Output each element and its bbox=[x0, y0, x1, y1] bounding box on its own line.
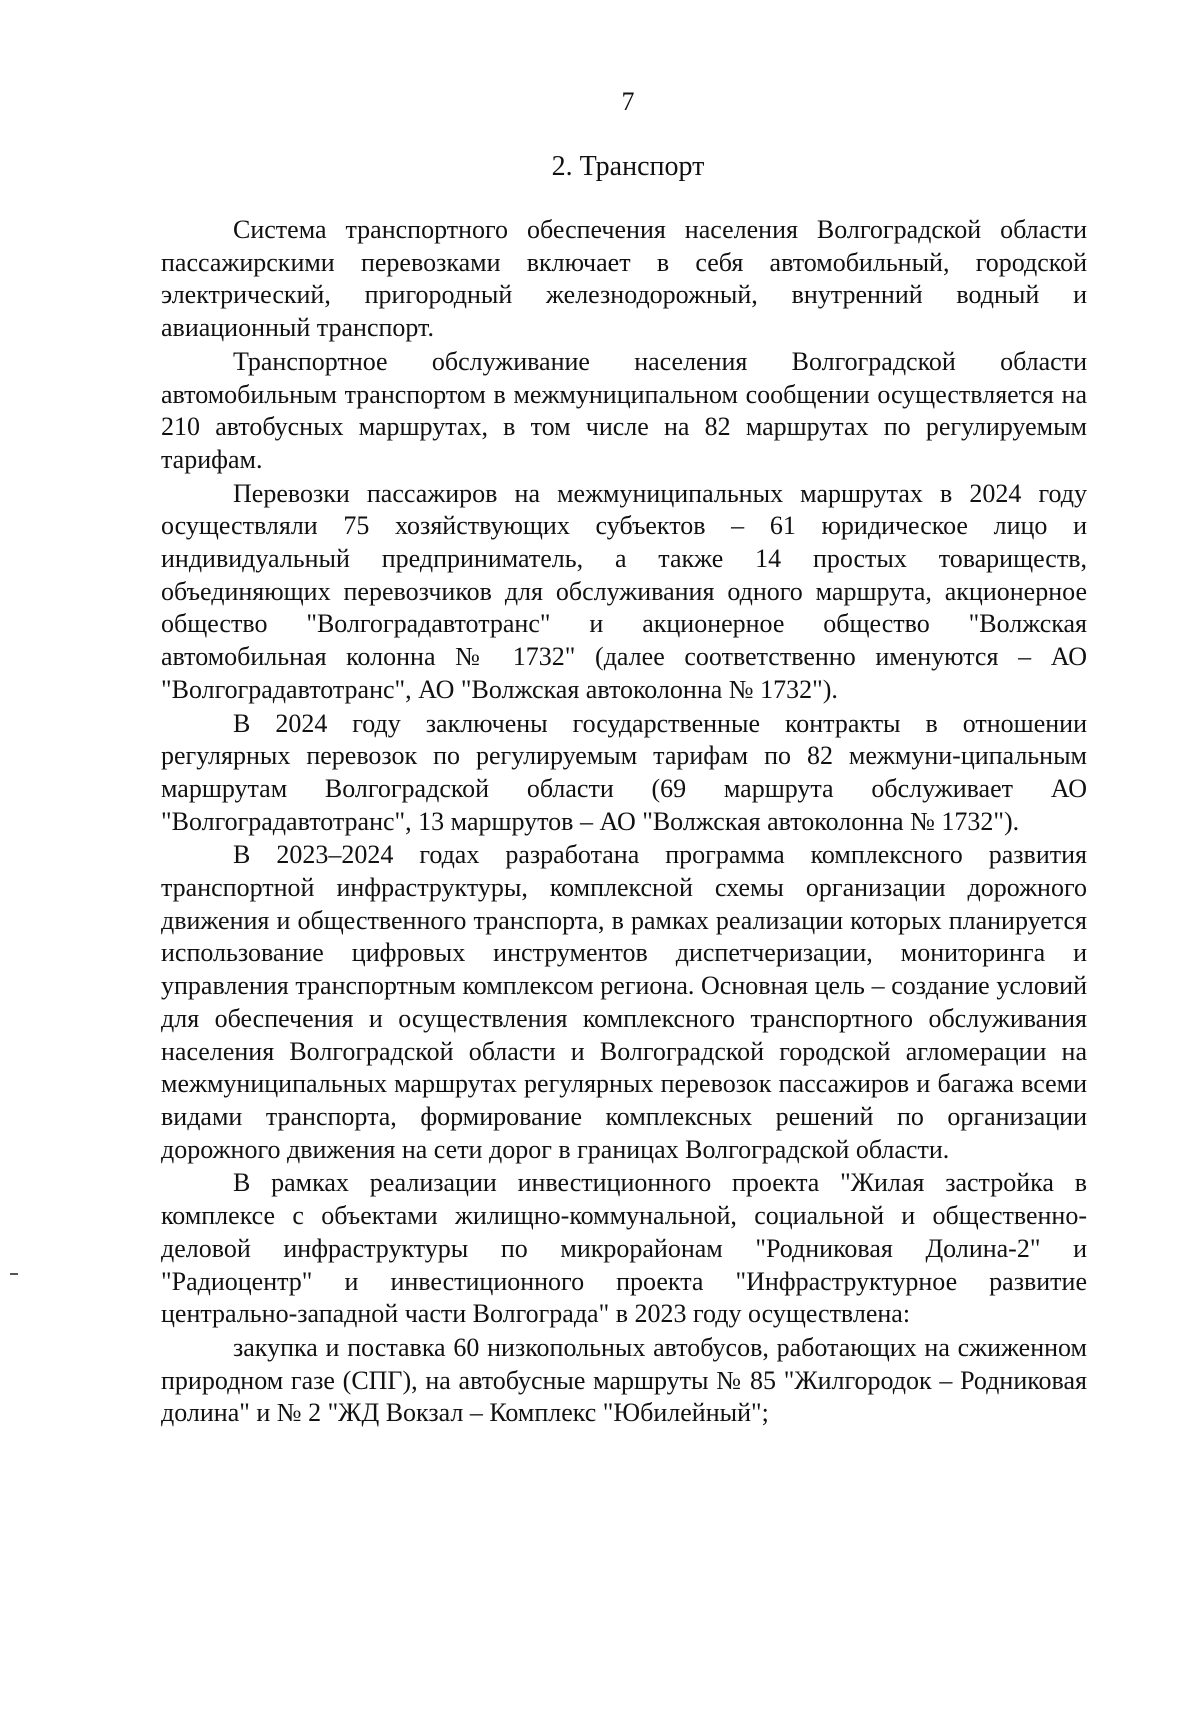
section-title: 2. Транспорт bbox=[551, 151, 705, 182]
paragraph-state-contracts: В 2024 году заключены государственные контракты в отношении регулярных перевозок по регулируемым тарифам по 82 межмуни-ципальным маршрутам Волгоградской области (69 маршрута обслуживает АО "Волгоградавтотранс", 13 маршрутов – АО "Волжская автоколонна № 1732"). bbox=[161, 708, 1087, 836]
page-number: 7 bbox=[621, 87, 635, 116]
paragraph-carriers: Перевозки пассажиров на межмуниципальных маршрутах в 2024 году осуществляли 75 хозяйствующих субъектов – 61 юридическое лицо и индивидуальный предприниматель, а также 14 простых товариществ, объединяющих перевозчиков для обслуживания одного маршрута, акционерное общество "Волгоградавтотранс" и акционерное общество "Волжская автомобильная колонна № 1732" (далее соответственно именуются – АО "Волгоградавтотранс", АО "Волжская автоколонна № 1732"). bbox=[161, 478, 1087, 704]
paragraph-transport-system: Система транспортного обеспечения населения Волгоградской области пассажирскими перевозками включает в себя автомобильный, городской электрический, пригородный железнодорожный, внутренний водный и авиационный транспорт. bbox=[161, 215, 1087, 343]
document-body bbox=[161, 214, 1087, 1430]
paragraph-bus-routes: Транспортное обслуживание населения Волгоградской области автомобильным транспортом в межмуниципальном сообщении осуществляется на 210 автобусных маршрутах, в том числе на 82 маршрутах по регулируемым тарифам. bbox=[161, 346, 1087, 474]
paragraph-investment-projects: В рамках реализации инвестиционного проекта "Жилая застройка в комплексе с объектами жилищно-коммунальной, социальной и общественно-деловой инфраструктуры по микрорайонам "Родниковая Долина-2" и "Радиоцентр" и инвестиционного проекта "Инфраструктурное развитие центрально-западной части Волгограда" в 2023 году осуществлена: bbox=[161, 1168, 1087, 1329]
paragraph-development-program: В 2023–2024 годах разработана программа комплексного развития транспортной инфраструктуры, комплексной схемы организации дорожного движения и общественного транспорта, в рамках реализации которых планируется использование цифровых инструментов диспетчеризации, мониторинга и управления транспортным комплексом региона. Основная цель – создание условий для обеспечения и осуществления комплексного транспортного обслуживания населения Волгоградской области и Волгоградской городской агломерации на межмуниципальных маршрутах регулярных перевозок пассажиров и багажа всеми видами транспорта, формирование комплексных решений по организации дорожного движения на сети дорог в границах Волгоградской области. bbox=[161, 840, 1087, 1164]
paragraph-bus-purchase: закупка и поставка 60 низкопольных автобусов, работающих на сжиженном природном газе (СПГ), на автобусные маршруты № 85 "Жилгородок – Родниковая долина" и № 2 "ЖД Вокзал – Комплекс "Юбилейный"; bbox=[161, 1332, 1087, 1428]
scan-mark bbox=[10, 1273, 18, 1275]
